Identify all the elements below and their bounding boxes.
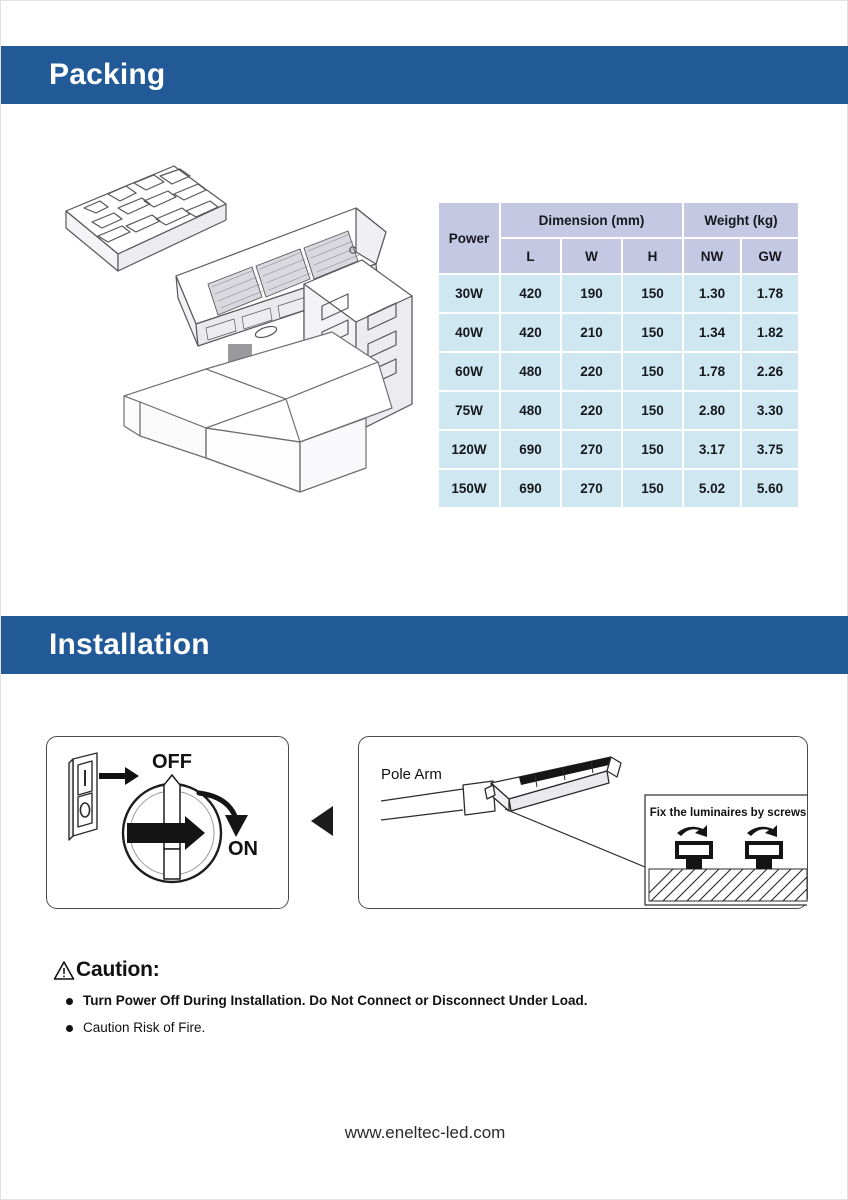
carton-box: [124, 332, 392, 492]
footer-website-url[interactable]: www.eneltec-led.com: [344, 1123, 506, 1142]
table-header-row-1: [439, 203, 798, 237]
switch-on-label: ON: [228, 838, 258, 860]
bullet-dot-icon: [66, 998, 73, 1005]
packing-illustration: [56, 156, 416, 556]
cell-nw: 5.02: [684, 470, 740, 507]
foam-insert-left: [66, 166, 226, 271]
power-switch-diagram-svg: [47, 737, 288, 908]
caution-item: [53, 1020, 753, 1036]
wall-switch-icon: [69, 753, 97, 840]
cell-l: 420: [501, 314, 560, 351]
caution-item-text: Caution Risk of Fire.: [83, 1020, 206, 1036]
cell-w: 220: [562, 353, 621, 390]
step-sequence-triangle-icon: [311, 806, 333, 836]
installation-step-power-off-panel: [46, 736, 289, 909]
table-header-power: Power: [439, 203, 499, 273]
section-title-packing: Packing: [49, 58, 166, 91]
pole-mount-diagram-svg: [359, 737, 807, 908]
cell-nw: 1.78: [684, 353, 740, 390]
caution-item: [53, 993, 753, 1009]
cell-h: 150: [623, 314, 682, 351]
cell-h: 150: [623, 353, 682, 390]
table-header-weight: Weight (kg): [684, 203, 798, 237]
cell-gw: 2.26: [742, 353, 798, 390]
table-header-h: H: [623, 239, 682, 273]
table-row: [439, 353, 798, 390]
cell-power: 150W: [439, 470, 499, 507]
cell-nw: 1.34: [684, 314, 740, 351]
rotary-knob-icon: [123, 775, 221, 882]
cell-gw: 3.75: [742, 431, 798, 468]
cell-nw: 3.17: [684, 431, 740, 468]
cell-nw: 1.30: [684, 275, 740, 312]
section-title-installation: Installation: [49, 628, 210, 661]
cell-h: 150: [623, 431, 682, 468]
caution-heading: [53, 958, 753, 982]
section-banner-packing: [1, 46, 848, 104]
cell-h: 150: [623, 275, 682, 312]
cell-gw: 5.60: [742, 470, 798, 507]
cell-power: 30W: [439, 275, 499, 312]
table-row: [439, 431, 798, 468]
cell-power: 60W: [439, 353, 499, 390]
packing-diagram-svg: [56, 156, 416, 556]
cell-l: 690: [501, 431, 560, 468]
cell-l: 690: [501, 470, 560, 507]
packing-spec-table: [437, 201, 800, 509]
cell-w: 220: [562, 392, 621, 429]
section-banner-installation: [1, 616, 848, 674]
table-header-w: W: [562, 239, 621, 273]
table-row: [439, 470, 798, 507]
caution-item-text: Turn Power Off During Installation. Do Not Connect or Disconnect Under Load.: [83, 993, 588, 1008]
cell-gw: 1.78: [742, 275, 798, 312]
warning-triangle-icon: [53, 960, 75, 981]
cell-power: 40W: [439, 314, 499, 351]
street-light-fixture-icon: [485, 757, 621, 811]
pole-arm-icon: [381, 781, 495, 820]
cell-power: 120W: [439, 431, 499, 468]
table-header-gw: GW: [742, 239, 798, 273]
installation-step-pole-mount-panel: [358, 736, 808, 909]
cell-gw: 1.82: [742, 314, 798, 351]
detail-leader-line: [505, 809, 645, 867]
cell-l: 480: [501, 353, 560, 390]
cell-gw: 3.30: [742, 392, 798, 429]
caution-block: [53, 958, 753, 1036]
cell-w: 270: [562, 470, 621, 507]
table-header-l: L: [501, 239, 560, 273]
table-header-nw: NW: [684, 239, 740, 273]
cell-w: 210: [562, 314, 621, 351]
switch-off-label: OFF: [152, 751, 192, 773]
cell-w: 270: [562, 431, 621, 468]
cell-power: 75W: [439, 392, 499, 429]
caution-heading-text: Caution:: [76, 958, 160, 981]
switch-pointer-arrow: [99, 767, 139, 785]
table-header-dimension: Dimension (mm): [501, 203, 682, 237]
screw-detail-box: [645, 795, 807, 905]
table-row: [439, 275, 798, 312]
cell-h: 150: [623, 392, 682, 429]
table-row: [439, 314, 798, 351]
cell-h: 150: [623, 470, 682, 507]
cell-w: 190: [562, 275, 621, 312]
cell-l: 420: [501, 275, 560, 312]
cell-nw: 2.80: [684, 392, 740, 429]
pole-arm-label: Pole Arm: [381, 766, 442, 783]
table-row: [439, 392, 798, 429]
bullet-dot-icon: [66, 1025, 73, 1032]
screw-note-label: Fix the luminaires by screws: [649, 807, 807, 819]
cell-l: 480: [501, 392, 560, 429]
